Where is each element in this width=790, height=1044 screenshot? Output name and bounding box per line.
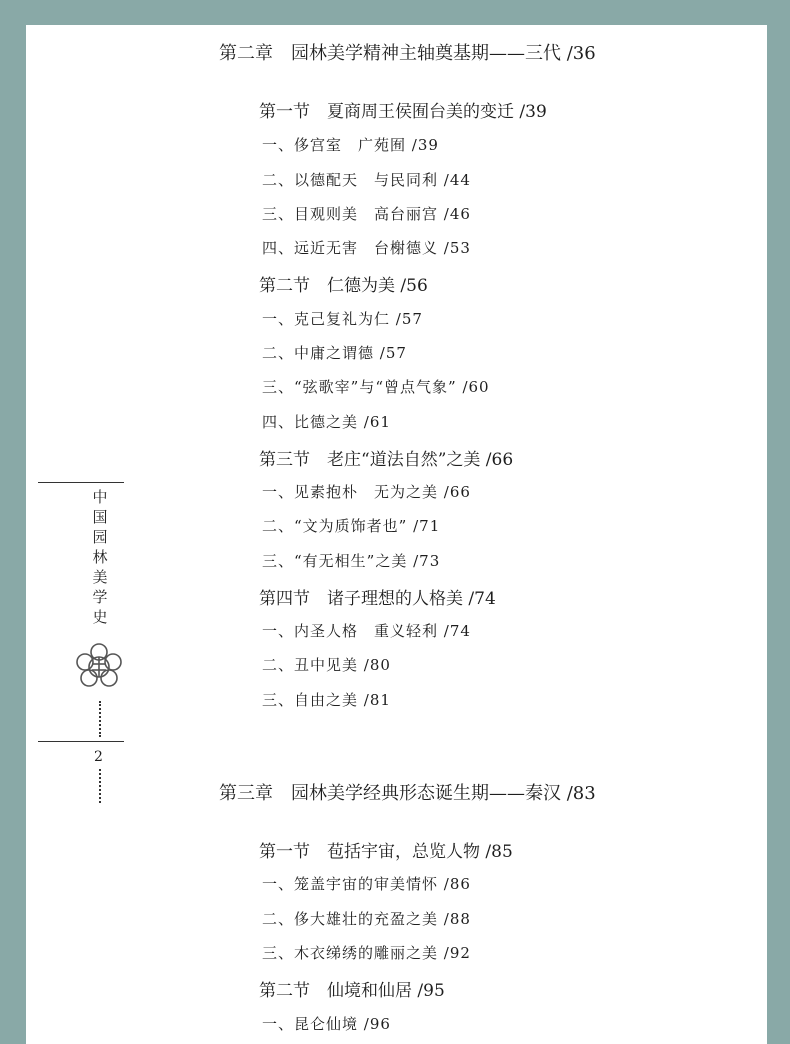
lotus-emblem-icon [74,642,124,692]
toc-item: 一、侈宫室 广苑囿 /39 [262,136,439,154]
section-heading: 第二节 仙境和仙居 /95 [259,981,445,1001]
sidebar-book-title: 中国园林美学史 [92,488,108,626]
toc-item: 二、侈大雄壮的充盈之美 /88 [262,910,471,928]
toc-item: 三、“弦歌宰”与“曾点气象” /60 [262,378,490,396]
section-heading: 第四节 诸子理想的人格美 /74 [259,589,496,609]
toc-item: 四、远近无害 台榭德义 /53 [262,239,471,257]
toc-item: 二、丑中见美 /80 [262,656,391,674]
toc-item: 一、昆仑仙境 /96 [262,1015,391,1033]
toc-item: 三、目观则美 高台丽宫 /46 [262,205,471,223]
chapter-heading: 第二章 园林美学精神主轴奠基期——三代 /36 [219,43,596,64]
chapter-heading: 第三章 园林美学经典形态诞生期——秦汉 /83 [219,783,596,804]
sidebar-top-rule [38,482,124,483]
section-heading: 第一节 苞括宇宙，总览人物 /85 [259,842,513,862]
sidebar-dotted-line [99,701,101,737]
toc-item: 三、自由之美 /81 [262,691,391,709]
toc-item: 二、中庸之谓德 /57 [262,344,407,362]
section-heading: 第一节 夏商周王侯囿台美的变迁 /39 [259,102,547,122]
section-heading: 第二节 仁德为美 /56 [259,276,428,296]
toc-item: 一、笼盖宇宙的审美情怀 /86 [262,875,471,893]
book-page [26,25,767,1044]
toc-item: 一、克己复礼为仁 /57 [262,310,423,328]
section-heading: 第三节 老庄“道法自然”之美 /66 [259,450,514,470]
sidebar-bottom-rule [38,741,124,742]
toc-item: 一、内圣人格 重义轻利 /74 [262,622,471,640]
toc-item: 三、木衣绨绣的雕丽之美 /92 [262,944,471,962]
toc-item: 四、比德之美 /61 [262,413,391,431]
toc-item: 二、以德配天 与民同利 /44 [262,171,471,189]
toc-item: 一、见素抱朴 无为之美 /66 [262,483,471,501]
page-number: 2 [94,749,103,765]
toc-item: 二、“文为质饰者也” /71 [262,517,441,535]
sidebar-dotted-line-lower [99,769,101,803]
toc-item: 三、“有无相生”之美 /73 [262,552,441,570]
